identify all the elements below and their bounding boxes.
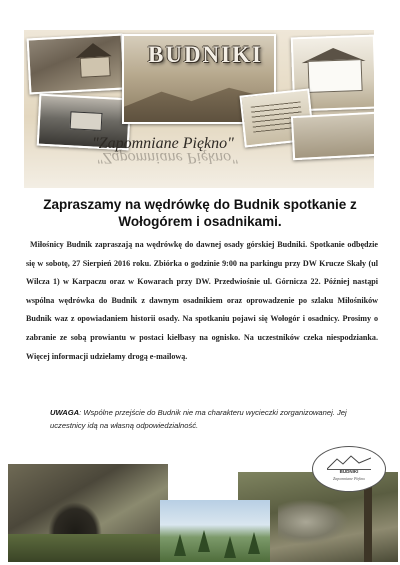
invitation-body-text: Miłośnicy Budnik zapraszają na wędrówkę do dawnej osady górskiej Budniki. Spotkanie odbędzie się w sobotę, 27 Sierpień 2016 roku. Zbiórka o godzinie 9:00 na parkingu przy DW Krucze Skały (ul Wilcza 1) w Karpaczu oraz w Kowarach przy DW. Przedwiośnie ul. Górnicza 22. Później nastąpi wspólna wędrówka do Budnik z dawnym osadnikiem oraz oprowadzenie po szlaku Miłośników Budnik waz z opowiadaniem historii osady. Na spotkaniu pojawi się Wołogór i osadnicy. Prosimy o zabranie ze sobą prowiantu w postaci kiełbasy na ognisko. Na uczestników czeka niespodzianka. Więcej informacji udzielamy drogą e-mailową. (26, 240, 378, 361)
mountain-icon (327, 455, 371, 470)
stamp-subtitle: Zapomniane Piękno (332, 476, 366, 481)
stamp-name: BUDNIKI (339, 469, 359, 474)
invitation-body (26, 236, 378, 366)
warning-text: : Wspólne przejście do Budnik nie ma charakteru wycieczki zorganizowanej. Jej uczestnicy idą na własną odpowiedzialność. (50, 408, 347, 430)
banner-subtitle-reflection: "Zapomniane Piękno" (96, 149, 238, 166)
banner-title: BUDNIKI (148, 42, 263, 67)
headline: Zapraszamy na wędrówkę do Budnik spotkanie z Wołogórem i osadnikami. (43, 197, 357, 229)
warning-note (50, 406, 370, 432)
photo-stone-cellar (8, 464, 168, 562)
photo-mountain-house (27, 34, 126, 95)
budniki-stamp-logo (312, 446, 386, 492)
photo-forest-view (160, 500, 270, 562)
header-banner (24, 30, 374, 188)
banner-subtitle: "Zapomniane Piękno" (92, 135, 234, 152)
warning-label: UWAGA (50, 408, 80, 417)
photo-valley (291, 112, 374, 160)
